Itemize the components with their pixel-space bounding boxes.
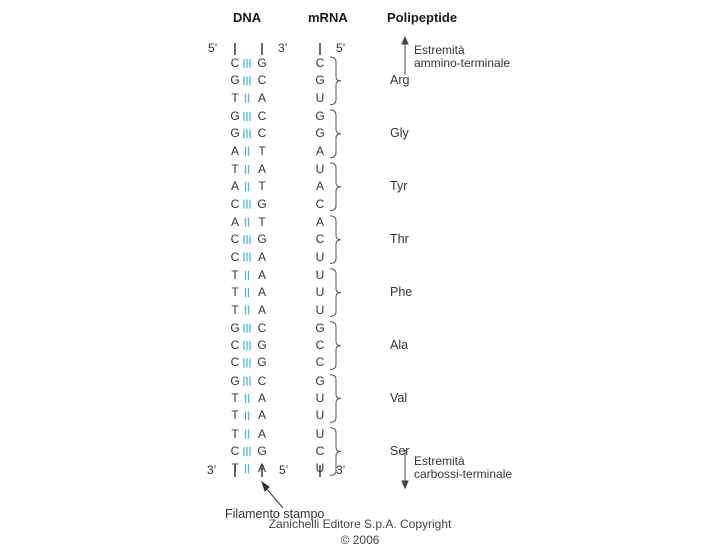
mrna-base: A [315,214,324,229]
mrna-base: G [315,73,325,88]
dna-coding-base: C [230,338,240,353]
codon-bracket [330,269,341,317]
dna-template-base: A [257,391,266,406]
dna-coding-base: C [230,444,240,458]
amino-acid-label: Ser [390,443,410,458]
mrna-base: A [315,179,324,194]
dna-template-base: A [257,267,266,282]
mrna-base: C [315,338,325,353]
dna-template-base: A [257,426,266,441]
dna-template-base: A [257,285,266,300]
dna-coding-base: C [230,232,240,247]
n-terminal-arrow-head [402,37,408,44]
mrna-base: U [315,461,325,476]
polypeptide-direction-arrows [402,37,408,488]
dna-template-base: G [257,232,267,247]
c-terminal-line1: Estremità [414,454,465,468]
mrna-base: G [315,320,325,335]
dna-coding-base: C [230,196,240,211]
template-pointer-arrow [262,482,283,508]
dna-coding-base: A [230,214,239,229]
dna-template-base: A [257,461,266,476]
dna-template-base: C [257,73,267,88]
dna-template-base: C [257,373,267,388]
dna-coding-base: C [230,355,240,370]
codon-bracket [330,110,341,158]
mrna-base: U [315,391,325,406]
dna-template-5-prime-label: 5’ [279,463,289,477]
c-terminal-arrow-head [402,481,408,488]
dna-coding-base: T [231,90,239,105]
mrna-base: U [315,426,325,441]
dna-coding-base: T [231,426,239,441]
mrna-base: G [315,108,325,123]
template-pointer-head [262,482,269,491]
mrna-base: G [315,126,325,141]
dna-template-base: C [257,126,267,141]
n-terminal-line2: ammino-terminale [414,56,511,70]
mrna-base: C [315,196,325,211]
dna-coding-3-prime-label: 3’ [207,463,217,477]
dna-coding-base: T [231,408,239,423]
dna-template-base: T [258,179,266,194]
mrna-base: U [315,302,325,317]
hydrogen-bonds [244,59,250,473]
codon-bracket [330,322,341,370]
template-strand-label: Filamento stampo [225,507,325,521]
dna-template-base: G [257,56,267,70]
amino-acid-label: Arg [390,72,410,87]
mrna-base: C [315,56,325,70]
dna-template-base: G [257,444,267,458]
n-terminal-note [414,44,510,70]
c-terminal-note [414,455,512,481]
mrna-5-prime-label: 5’ [336,41,346,55]
template-pointer-line [265,487,283,508]
amino-acid-label: Phe [390,284,413,299]
mrna-base: C [315,232,325,247]
dna-coding-base: C [230,56,240,70]
codon-bracket [330,163,341,211]
dna-coding-base: G [230,73,240,88]
dna-coding-base: T [231,161,239,176]
amino-acid-label: Val [390,390,408,405]
mrna-base: U [315,267,325,282]
copyright-line2: © 2006 [340,533,380,547]
copyright-footer [230,516,490,548]
dna-template-base: G [257,338,267,353]
dna-template-base: C [257,320,267,335]
dna-coding-base: C [230,249,240,264]
mrna-base: A [315,143,324,158]
mrna-base: G [315,373,325,388]
dna-template-base: G [257,196,267,211]
dna-coding-base: T [231,391,239,406]
amino-acid-label: Tyr [390,178,408,193]
dna-template-base: A [257,90,266,105]
mrna-header: mRNA [308,10,348,25]
polypeptide-header: Polipeptide [387,10,458,25]
dna-coding-base: T [231,267,239,282]
c-terminal-line2: carbossi-terminale [414,467,513,481]
mrna-base: U [315,408,325,423]
dna-coding-base: A [230,179,239,194]
dna-coding-base: T [231,302,239,317]
mrna-base: U [315,90,325,105]
dna-template-base: A [257,302,266,317]
dna-coding-base: G [230,320,240,335]
dna-template-base: T [258,214,266,229]
codon-bracket [330,428,341,476]
codon-brackets [330,57,341,475]
mrna-base: U [315,161,325,176]
dna-coding-5-prime-label: 5’ [208,41,218,55]
dna-coding-base: G [230,126,240,141]
n-terminal-line1: Estremità [414,43,465,57]
dna-template-3-prime-label: 3’ [278,41,288,55]
mrna-base: U [315,285,325,300]
copyright-line1: Zanichelli Editore S.p.A. Copyright [268,517,452,531]
dna-coding-base: G [230,373,240,388]
dna-coding-base: A [230,143,239,158]
codon-bracket [330,375,341,423]
dna-template-base: C [257,108,267,123]
mrna-base: C [315,355,325,370]
codon-bracket [330,57,341,105]
amino-acid-label: Ala [390,337,409,352]
dna-template-base: A [257,249,266,264]
dna-coding-base: T [231,461,239,476]
strand-end-ticks [235,43,320,477]
dna-template-base: T [258,143,266,158]
mrna-base: U [315,249,325,264]
amino-acid-label: Gly [390,125,409,140]
dna-template-base: G [257,355,267,370]
mrna-base: C [315,444,325,458]
dna-header: DNA [233,10,262,25]
dna-coding-base: T [231,285,239,300]
amino-acid-label: Thr [390,231,409,246]
dna-coding-base: G [230,108,240,123]
dna-template-base: A [257,161,266,176]
dna-template-base: A [257,408,266,423]
mrna-3-prime-label: 3’ [336,463,346,477]
codon-bracket [330,216,341,264]
